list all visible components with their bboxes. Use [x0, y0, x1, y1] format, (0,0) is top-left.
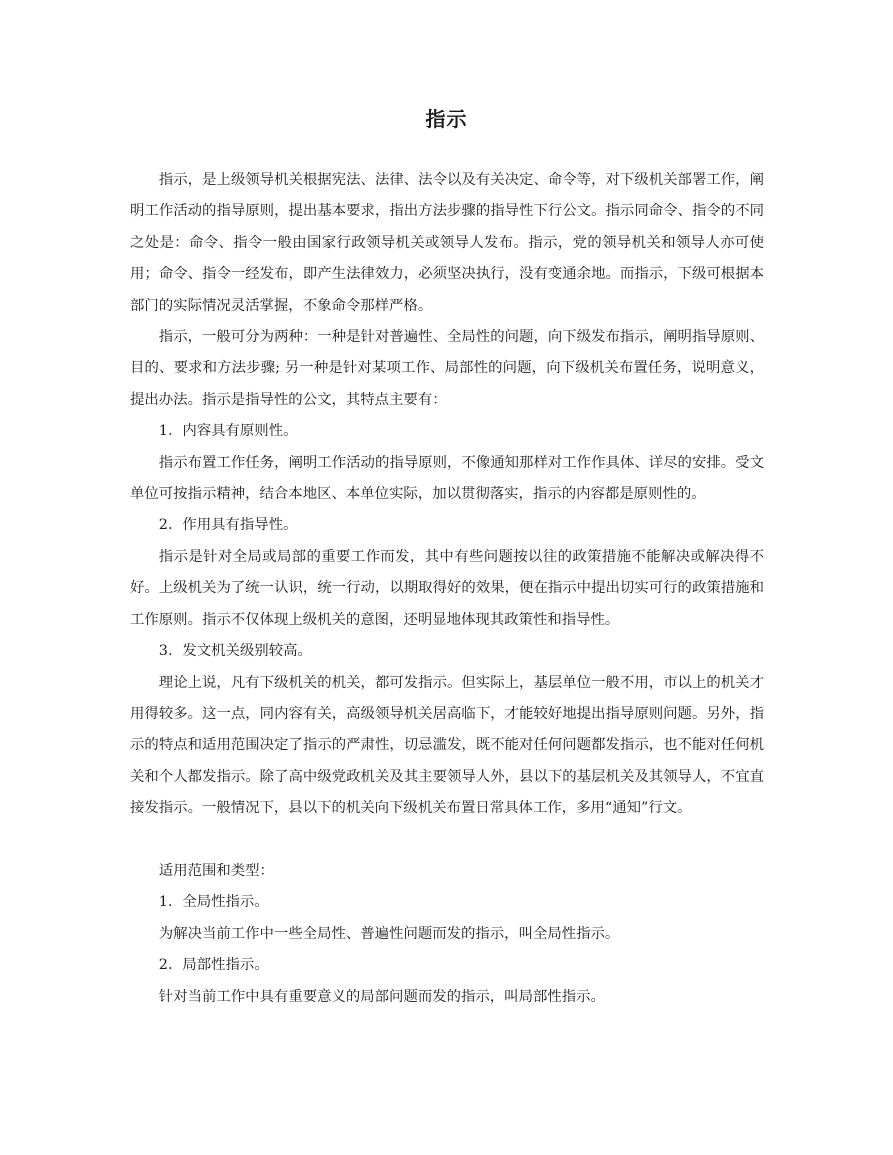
feature-heading-3: 3．发文机关级别较高。: [158, 643, 312, 660]
document-body: [130, 165, 764, 1013]
feature-text-3: 理论上说，凡有下级机关的机关，都可发指示。但实际上，基层单位一般不用，市以上的机关才用得较多。这一点，同内容有关，高级领导机关居高临下，才能较好地提出指导原则问题。另外，指示的特点和适用范围决定了指示的严肃性，切忌滥发，既不能对任何问题都发指示，也不能对任何机关和个人都发指示。除了高中级党政机关及其主要领导人外，县以下的基层机关及其领导人，不宜直接发指示。一般情况下，县以下的机关向下级机关布置日常具体工作，多用“通知”行文。: [130, 674, 764, 817]
scope-item-2-title: 2．局部性指示。: [158, 957, 269, 974]
scope-heading: 适用范围和类型：: [158, 862, 274, 879]
feature-text-2: 指示是针对全局或局部的重要工作而发，其中有些问题按以往的政策措施不能解决或解决得不好。上级机关为了统一认识，统一行动，以期取得好的效果，便在指示中提出切实可行的政策措施和工作原则。指示不仅体现上级机关的意图，还明显地体现其政策性和指导性。: [130, 548, 764, 628]
scope-item-2-text: 针对当前工作中具有重要意义的局部问题而发的指示，叫局部性指示。: [158, 988, 605, 1005]
scope-item-1-text: 为解决当前工作中一些全局性、普遍性问题而发的指示，叫全局性指示。: [158, 925, 620, 942]
document-title: 指示: [425, 107, 468, 131]
feature-text-1: 指示布置工作任务，阐明工作活动的指导原则，不像通知那样对工作作具体、详尽的安排。受文单位可按指示精神，结合本地区、本单位实际，加以贯彻落实，指示的内容都是原则性的。: [130, 454, 764, 503]
feature-heading-2: 2．作用具有指导性。: [158, 517, 298, 534]
paragraph-definition: 指示，是上级领导机关根据宪法、法律、法令以及有关决定、命令等，对下级机关部署工作，阐明工作活动的指导原则，提出基本要求，指出方法步骤的指导性下行公文。指示同命令、指令的不同之处是：命令、指令一般由国家行政领导机关或领导人发布。指示，党的领导机关和领导人亦可使用；命令、指令一经发布，即产生法律效力，必须坚决执行，没有变通余地。而指示，下级可根据本部门的实际情况灵活掌握，不象命令那样严格。: [130, 172, 764, 314]
feature-heading-1: 1．内容具有原则性。: [158, 423, 298, 440]
paragraph-types: 指示，一般可分为两种：一种是针对普遍性、全局性的问题，向下级发布指示，阐明指导原则、目的、要求和方法步骤; 另一种是针对某项工作、局部性的问题，向下级机关布置任务，说明意义，提出办法。指示是指导性的公文，其特点主要有：: [130, 329, 764, 408]
blank-line: [130, 825, 764, 856]
scope-item-1-title: 1．全局性指示。: [158, 894, 269, 911]
